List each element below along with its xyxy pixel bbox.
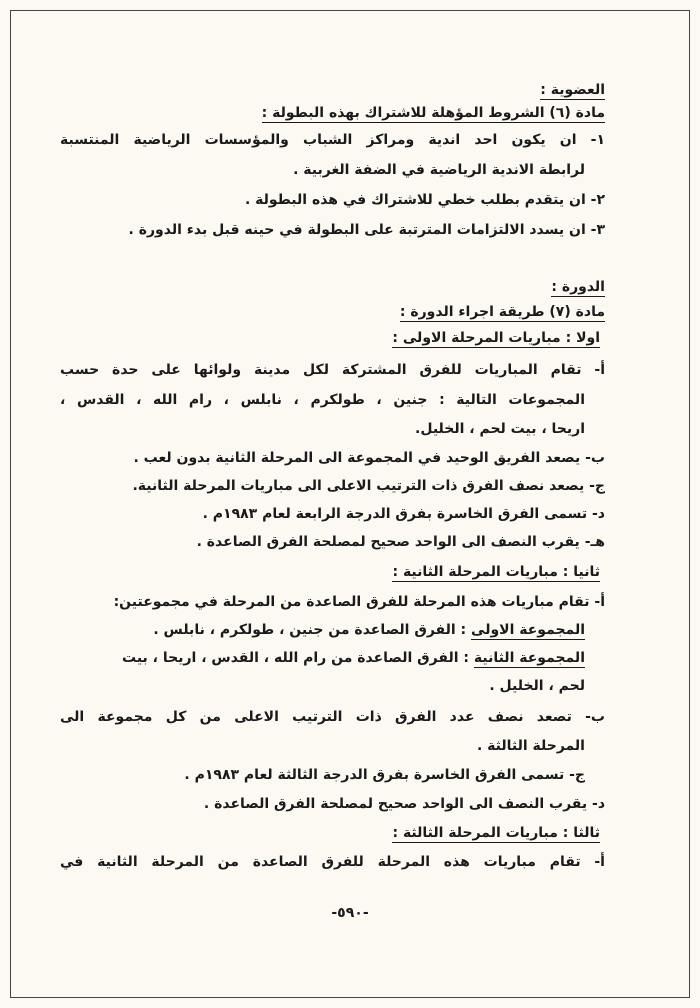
membership-heading: العضوية : bbox=[540, 82, 605, 98]
membership-item-3: ٣- ان يسدد الالتزامات المترتبة على البطولة في حينه قبل بدء الدورة . bbox=[128, 222, 605, 238]
stage-1-line-d: د- تسمى الفرق الخاسرة بفرق الدرجة الرابعة لعام ١٩٨٣م . bbox=[202, 506, 605, 522]
stage-2-line-c: ج- تسمى الفرق الخاسرة بفرق الدرجة الثالثة لعام ١٩٨٣م . bbox=[184, 767, 585, 783]
stage-3-title: ثالثا : مباريات المرحلة الثالثة : bbox=[392, 825, 600, 841]
article-6-title: مادة (٦) الشروط المؤهلة للاشتراك بهذه البطولة : bbox=[261, 105, 605, 121]
article-7-title: مادة (٧) طريقة اجراء الدورة : bbox=[399, 304, 605, 320]
stage-2-group-1: المجموعة الاولى : الفرق الصاعدة من جنين ، طولكرم ، نابلس . bbox=[153, 622, 585, 638]
stage-2-title: ثانيا : مباريات المرحلة الثانية : bbox=[392, 564, 600, 580]
stage-2-group-2: المجموعة الثانية : الفرق الصاعدة من رام الله ، القدس ، اريحا ، بيت bbox=[122, 650, 585, 666]
stage-1-line-c: ج- يصعد نصف الفرق ذات الترتيب الاعلى الى مباريات المرحلة الثانية. bbox=[132, 478, 605, 494]
stage-1-title: اولا : مباريات المرحلة الاولى : bbox=[392, 330, 600, 346]
page-number: -٥٩٠- bbox=[331, 905, 369, 921]
membership-item-1-cont: لرابطة الاندية الرياضية في الضفة الغربية . bbox=[293, 162, 585, 178]
stage-2-group-2-cont: لحم ، الخليل . bbox=[489, 678, 585, 694]
stage-1-line-a-cont: المجموعات التالية : جنين ، طولكرم ، نابلس ، رام الله ، القدس ، bbox=[60, 392, 585, 408]
stage-2-line-b: ب- تصعد نصف عدد الفرق ذات الترتيب الاعلى من كل مجموعة الى bbox=[60, 709, 605, 725]
stage-2-line-b-cont: المرحلة الثالثة . bbox=[476, 738, 585, 754]
stage-1-line-a-cont2: اريحا ، بيت لحم ، الخليل. bbox=[415, 421, 585, 437]
stage-2-line-a: أ- تقام مباريات هذه المرحلة للفرق الصاعدة من المرحلة في مجموعتين: bbox=[113, 594, 605, 610]
stage-3-line-a: أ- تقام مباريات هذه المرحلة للفرق الصاعدة من المرحلة الثانية في bbox=[60, 854, 605, 870]
stage-1-line-e: هـ- يقرب النصف الى الواحد صحيح لمصلحة الفرق الصاعدة . bbox=[196, 534, 605, 550]
stage-2-line-d: د- يقرب النصف الى الواحد صحيح لمصلحة الفرق الصاعدة . bbox=[203, 796, 605, 812]
stage-1-line-b: ب- يصعد الفريق الوحيد في المجموعة الى المرحلة الثانية بدون لعب . bbox=[133, 450, 605, 466]
tournament-heading: الدورة : bbox=[551, 279, 605, 295]
stage-1-line-a: أ- تقام المباريات للفرق المشتركة لكل مدينة ولوائها على حدة حسب bbox=[60, 362, 605, 378]
membership-item-1: ١- ان يكون احد اندية ومراكز الشباب والمؤسسات الرياضية المنتسبة bbox=[60, 132, 605, 148]
membership-item-2: ٢- ان يتقدم بطلب خطي للاشتراك في هذه البطولة . bbox=[244, 192, 605, 208]
